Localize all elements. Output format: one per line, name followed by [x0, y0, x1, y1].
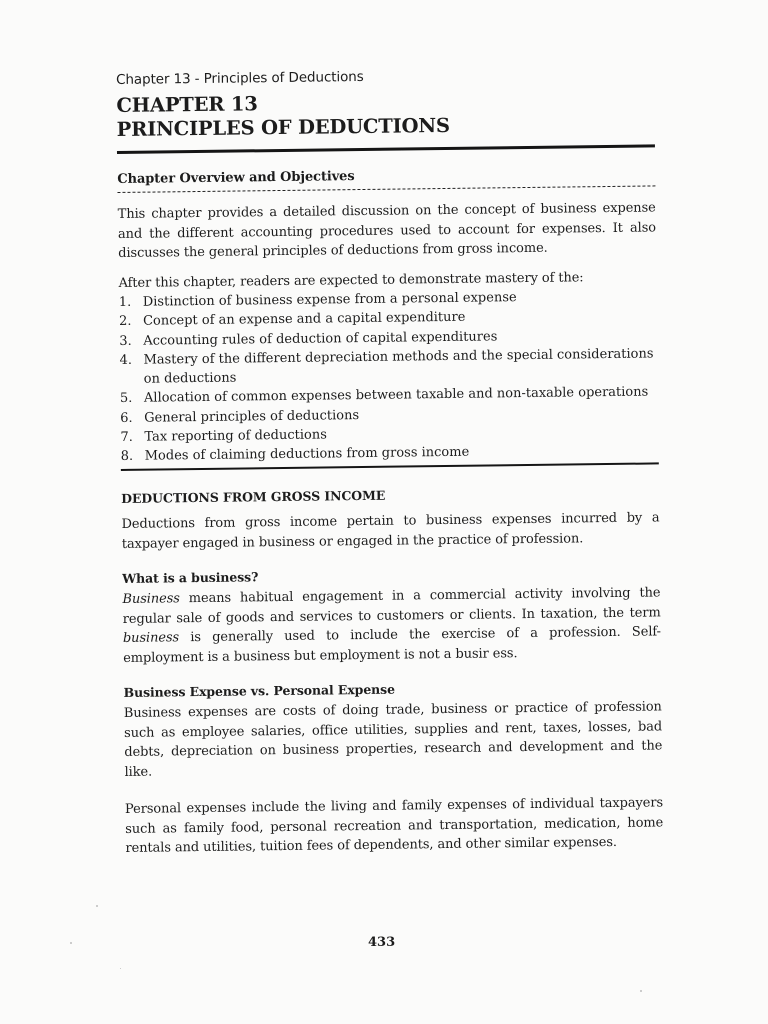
page-content — [116, 65, 664, 858]
deductions-heading: DEDUCTIONS FROM GROSS INCOME — [121, 487, 386, 507]
dashed-divider — [117, 185, 655, 193]
chapter-title: PRINCIPLES OF DEDUCTIONS — [116, 113, 450, 141]
business-expense-body: Business expenses are costs of doing trade, business or practice of profession such as employee salaries, office utilities, supplies and rent, taxes, losses, bad debts, depreciation on business properties, research and development and the like. — [123, 699, 663, 780]
objective-number: 3. — [119, 333, 132, 349]
objective-number: 5. — [119, 391, 133, 407]
business-heading: What is a business? — [122, 569, 259, 587]
objective-text: Distinction of business expense from a personal expense — [142, 290, 517, 310]
objective-text: Allocation of common expenses between taxable and non-taxable operations — [143, 385, 649, 407]
title-rule — [117, 144, 655, 154]
business-body — [122, 584, 661, 669]
scan-speck — [96, 905, 98, 907]
deductions-body: Deductions from gross income pertain to business expenses incurred by a taxpayer engaged in business or engaged in the practice of profession. — [121, 510, 660, 552]
scan-speck — [70, 942, 72, 944]
objective-number: 1. — [118, 294, 132, 310]
objectives-lead: After this chapter, readers are expected to demonstrate mastery of the: — [118, 269, 584, 291]
objective-number: 6. — [120, 410, 133, 426]
scan-speck — [120, 968, 121, 969]
objective-item — [119, 344, 657, 389]
objective-text: Concept of an expense and a capital expenditure — [142, 310, 466, 329]
overview-intro: This chapter provides a detailed discussion on the concept of business expense and the different accounting procedures used to account for expenses. It also discusses the general principles of deductions from gross income. — [117, 200, 657, 261]
objective-text: Tax reporting of deductions — [144, 427, 327, 445]
objectives-list — [119, 286, 659, 466]
objective-text: Accounting rules of deduction of capital expenditures — [143, 328, 498, 349]
objective-number: 2. — [118, 314, 132, 330]
running-head: Chapter 13 - Principles of Deductions — [116, 68, 364, 88]
overview-heading: Chapter Overview and Objectives — [117, 169, 355, 187]
scan-speck — [640, 990, 642, 992]
objective-text: Modes of claiming deductions from gross income — [144, 445, 470, 465]
chapter-number: CHAPTER 13 — [116, 92, 258, 117]
objective-number: 4. — [119, 352, 133, 368]
personal-expense-body: Personal expenses include the living and family expenses of individual taxpayers such as family food, personal recreation and transportation, medication, home rentals and utilities, tuition fees of dependents, and other similar expenses. — [124, 795, 664, 857]
business-text-2: is generally used to include the exercise of a profession. Self-employment is a business but employment is not a busir ess. — [123, 624, 661, 666]
business-text-1: means habitual engagement in a commercial activity involving the regular sale of goods and services to customers or clients. In taxation, the term — [122, 585, 661, 627]
objective-text: Mastery of the different depreciation methods and the special considerations on deductions — [143, 346, 654, 387]
page-number: 433 — [368, 935, 396, 950]
objective-number: 8. — [120, 449, 134, 465]
expense-heading: Business Expense vs. Personal Expense — [123, 681, 395, 701]
objective-number: 7. — [120, 429, 133, 446]
business-term-2: business — [122, 630, 180, 647]
business-term: Business — [122, 591, 180, 608]
objective-text: General principles of deductions — [144, 407, 360, 426]
